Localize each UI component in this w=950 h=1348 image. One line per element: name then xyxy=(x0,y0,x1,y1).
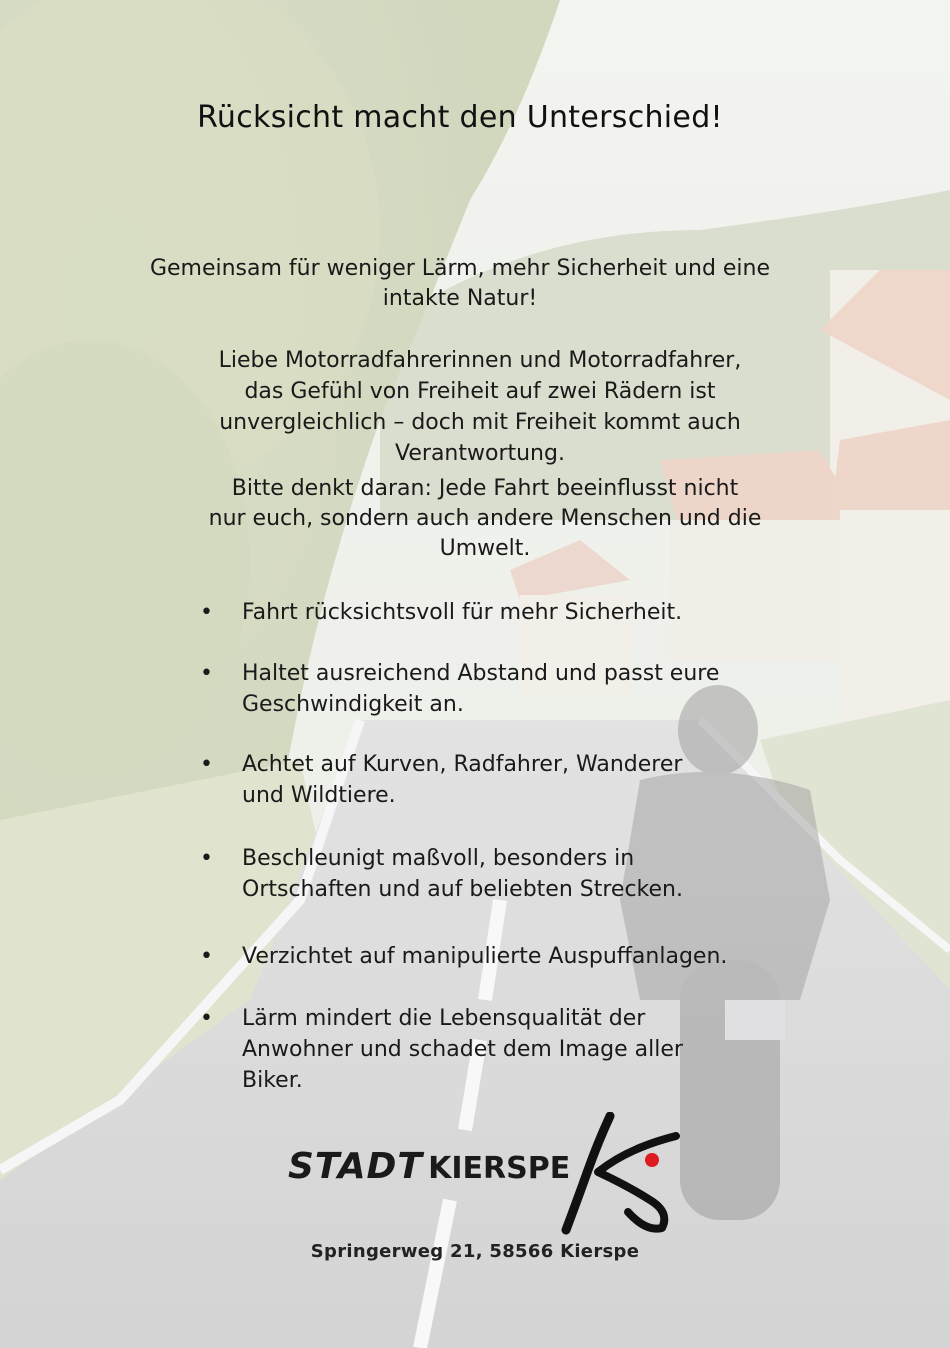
subtitle-line: intakte Natur! xyxy=(382,286,538,311)
greeting-line: Liebe Motorradfahrerinnen und Motorradfahrer, xyxy=(218,348,742,373)
bullet-icon: • xyxy=(200,1006,213,1031)
logo-city-text: KIERSPE xyxy=(428,1151,571,1186)
subtitle xyxy=(110,254,810,314)
address: Springerweg 21, 58566 Kierspe xyxy=(310,1241,640,1262)
greeting-line: das Gefühl von Freiheit auf zwei Rädern ist xyxy=(244,379,716,404)
list-item-line: und Wildtiere. xyxy=(242,783,396,808)
kierspe-k-logo-icon xyxy=(558,1112,688,1236)
greeting-paragraph xyxy=(170,345,790,469)
bullet-icon: • xyxy=(200,846,213,871)
logo-stadt-text: STADT xyxy=(288,1146,423,1187)
list-item-line: Haltet ausreichend Abstand und passt eure xyxy=(242,661,720,686)
bullet-icon: • xyxy=(200,600,213,625)
list-item-line: Lärm mindert die Lebensqualität der xyxy=(242,1006,646,1031)
list-item-line: Anwohner und schadet dem Image aller xyxy=(242,1037,683,1062)
list-item-line: Geschwindigkeit an. xyxy=(242,692,464,717)
list-item-line: Verzichtet auf manipulierte Auspuffanlagen. xyxy=(242,944,728,969)
list-item-line: Achtet auf Kurven, Radfahrer, Wanderer xyxy=(242,752,683,777)
bullet-icon: • xyxy=(200,661,213,686)
greeting-line: unvergleichlich – doch mit Freiheit kommt auch xyxy=(219,410,741,435)
bullet-icon: • xyxy=(200,752,213,777)
page-title: Rücksicht macht den Unterschied! xyxy=(197,100,723,135)
list-item-line: Beschleunigt maßvoll, besonders in xyxy=(242,846,635,871)
subtitle-line: Gemeinsam für weniger Lärm, mehr Sicherheit und eine xyxy=(149,256,771,281)
reminder-paragraph xyxy=(170,474,800,564)
list-item-line: Ortschaften und auf beliebten Strecken. xyxy=(242,877,683,902)
greeting-line: Verantwortung. xyxy=(395,441,565,466)
reminder-line: nur euch, sondern auch andere Menschen und die xyxy=(208,506,762,531)
list-item-line: Fahrt rücksichtsvoll für mehr Sicherheit. xyxy=(242,600,683,625)
reminder-line: Bitte denkt daran: Jede Fahrt beeinflusst nicht xyxy=(231,476,739,501)
reminder-line: Umwelt. xyxy=(439,536,531,561)
city-logo-wordmark xyxy=(288,1146,570,1187)
list-item-line: Biker. xyxy=(242,1068,303,1093)
bullet-icon: • xyxy=(200,944,213,969)
